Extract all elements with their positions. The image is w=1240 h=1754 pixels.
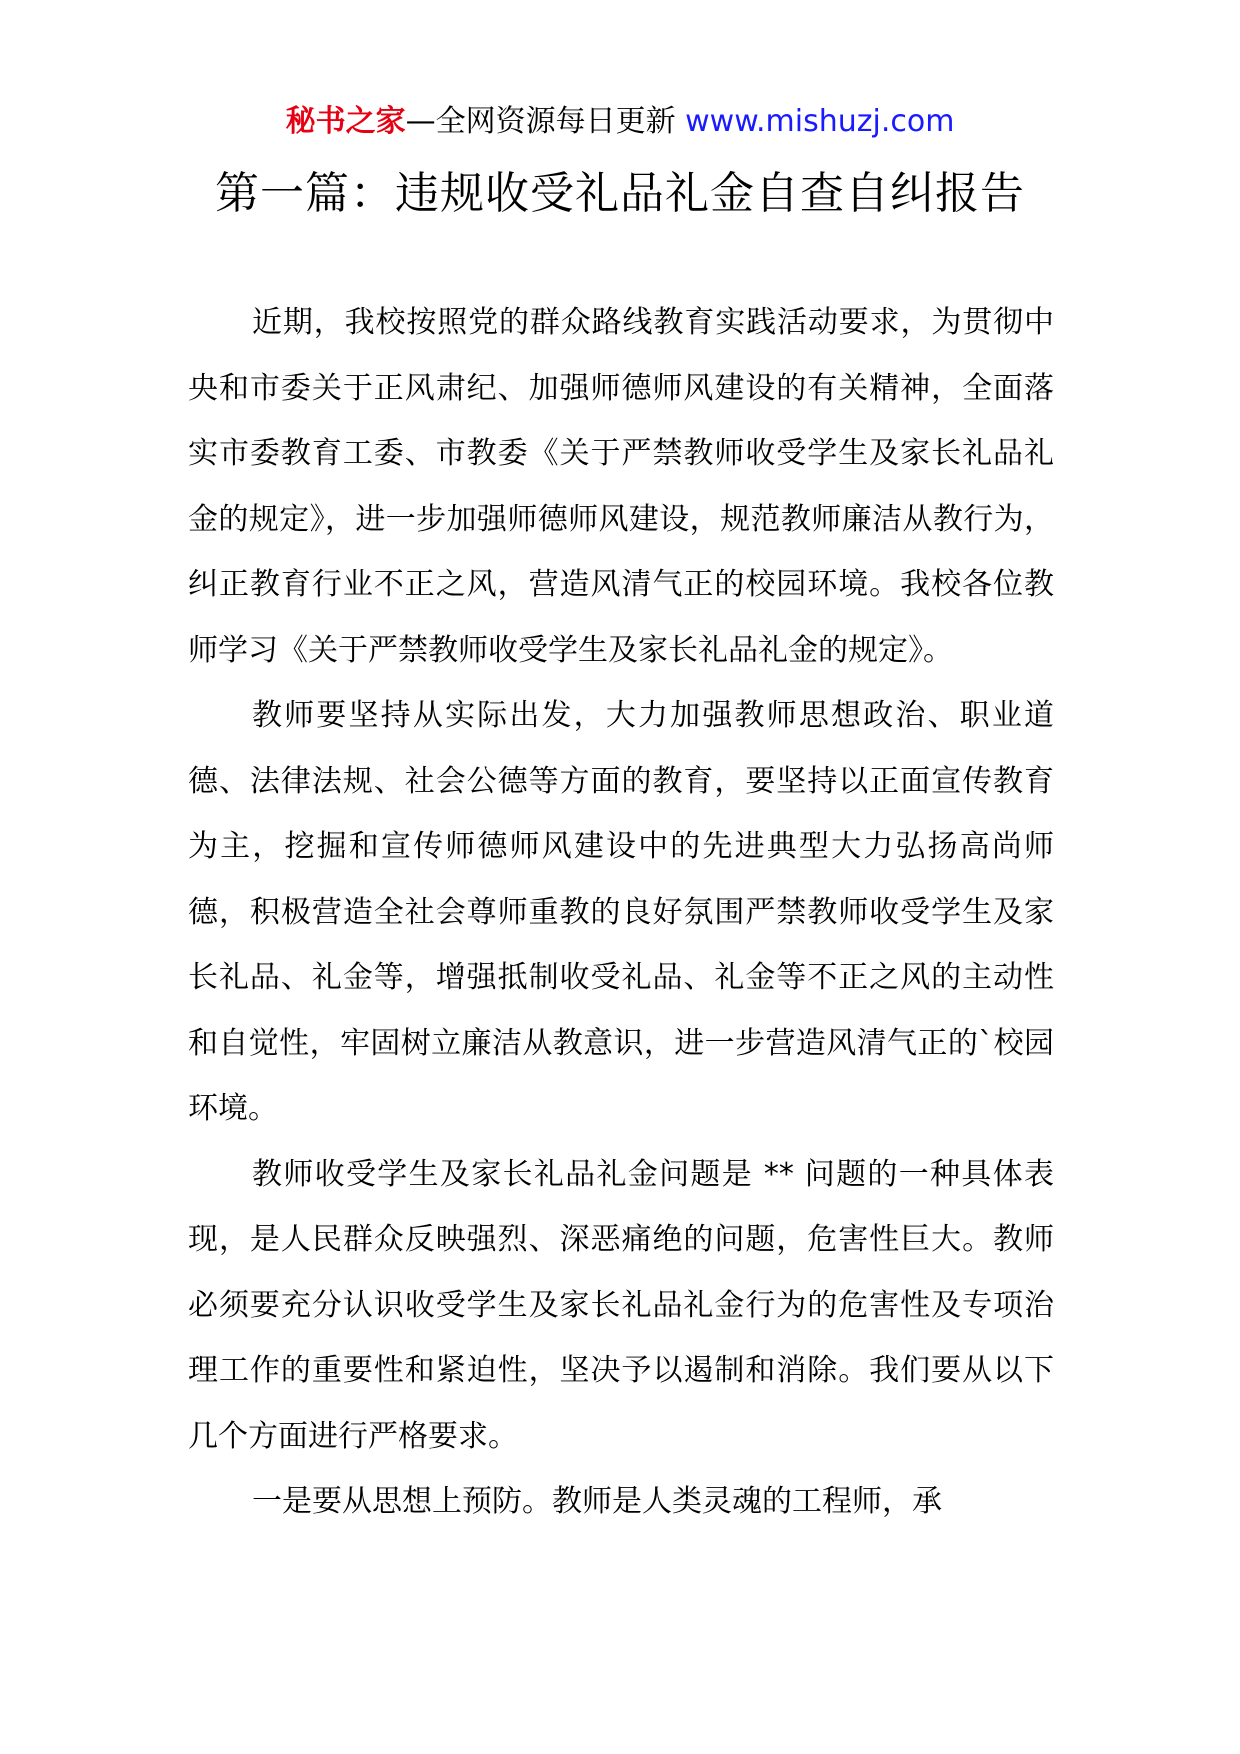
site-url[interactable]: www.mishuzj.com — [685, 104, 955, 139]
paragraph: 教师收受学生及家长礼品礼金问题是 ** 问题的一种具体表现，是人民群众反映强烈、深恶痛绝的问题，危害性巨大。教师必须要充分认识收受学生及家长礼品礼金行为的危害性及专项治理工作的重要性和紧迫性，坚决予以遏制和消除。我们要从以下几个方面进行严格要求。 — [188, 1156, 1054, 1454]
site-header — [0, 102, 1240, 142]
paragraph: 一是要从思想上预防。教师是人类灵魂的工程师，承 — [252, 1484, 942, 1519]
paragraph: 近期，我校按照党的群众路线教育实践活动要求，为贯彻中央和市委关于正风肃纪、加强师德师风建设的有关精神，全面落实市委教育工委、市教委《关于严禁教师收受学生及家长礼品礼金的规定》，进一步加强师德师风建设，规范教师廉洁从教行为，纠正教育行业不正之风，营造风清气正的校园环境。我校各位教师学习《关于严禁教师收受学生及家长礼品礼金的规定》。 — [188, 305, 1054, 668]
document-body — [188, 290, 1054, 1535]
site-brand: 秘书之家 — [285, 104, 406, 139]
document-title: 第一篇：违规收受礼品礼金自查自纠报告 — [215, 168, 1025, 219]
paragraph: 教师要坚持从实际出发，大力加强教师思想政治、职业道德、法律法规、社会公德等方面的教育，要坚持以正面宣传教育为主，挖掘和宣传师德师风建设中的先进典型大力弘扬高尚师德，积极营造全社会尊师重教的良好氛围严禁教师收受学生及家长礼品、礼金等，增强抵制收受礼品、礼金等不正之风的主动性和自觉性，牢固树立廉洁从教意识，进一步营造风清气正的`校园环境。 — [188, 698, 1054, 1126]
site-tagline: —全网资源每日更新 — [405, 104, 686, 139]
